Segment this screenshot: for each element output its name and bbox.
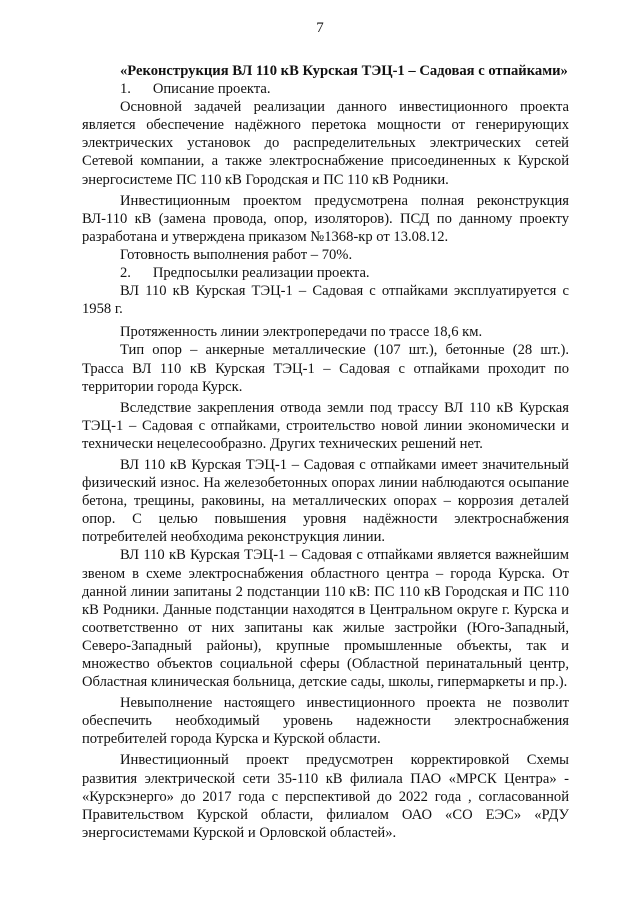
paragraph-line-importance: ВЛ 110 кВ Курская ТЭЦ-1 – Садовая с отпайками является важнейшим звеном в схеме электроснабжения областного центра – города Курска. От данной линии запитаны 2 подстанции 110 кВ: ПС 110 кВ Городская и ПС 110 кВ Родники. Данные подстанции находятся в Центральном округе г. Курска и соответственно от них запитаны как жилые застройки (Юго-Западный, Северо-Западный районы), крупные промышленные объекты, так и множество объектов социальной сферы (Областной перинатальный центр, Областная клиническая больница, детские сады, школы, гипермаркеты и пр.). bbox=[82, 547, 569, 691]
paragraph-non-implementation: Невыполнение настоящего инвестиционного проекта не позволит обеспечить необходимый уровень надежности электроснабжения потребителей города Курска и Курской области. bbox=[82, 695, 569, 748]
paragraph-line-length: Протяженность линии электропередачи по трассе 18,6 км. bbox=[120, 324, 483, 341]
paragraph-physical-wear: ВЛ 110 кВ Курская ТЭЦ-1 – Садовая с отпайками имеет значительный физический износ. На железобетонных опорах линии наблюдаются осыпание бетона, трещины, раковины, на металлических опорах – коррозия деталей опор. С целью повышения уровня надёжности электроснабжения потребителей необходима реконструкция линии. bbox=[82, 456, 569, 546]
paragraph-development-scheme: Инвестиционный проект предусмотрен корректировкой Схемы развития электрической сети 35-110 кВ филиала ПАО «МРСК Центра» - «Курскэнерго» до 2017 года с перспективой до 2022 года , согласованной Правительством Курской области, филиалом ОАО «СО ЕЭС» «РДУ энергосистемами Курской и Орловской областей». bbox=[82, 752, 569, 841]
document-body bbox=[82, 62, 569, 842]
section-heading-prerequisites: 2. Предпосылки реализации проекта. bbox=[120, 265, 370, 282]
section-heading-description: 1. Описание проекта. bbox=[120, 81, 271, 98]
project-title: «Реконструкция ВЛ 110 кВ Курская ТЭЦ-1 – Садовая с отпайками» bbox=[120, 63, 568, 79]
paragraph-readiness: Готовность выполнения работ – 70%. bbox=[120, 246, 353, 263]
paragraph-land-allocation: Вследствие закрепления отвода земли под трассу ВЛ 110 кВ Курская ТЭЦ-1 – Садовая с отпайками, строительство новой линии экономически и технически нецелесообразно. Других технических решений нет. bbox=[82, 399, 569, 452]
page-number: 7 bbox=[316, 20, 324, 36]
paragraph-main-objective: Основной задачей реализации данного инвестиционного проекта является обеспечение надёжного перетока мощности от генерирующих электрических установок до распределительных электрических сетей Сетевой компании, а также электроснабжение присоединенных к Курской энергосистеме ПС 110 кВ Городская и ПС 110 кВ Родники. bbox=[82, 99, 569, 188]
paragraph-support-types: Тип опор – анкерные металлические (107 шт.), бетонные (28 шт.). Трасса ВЛ 110 кВ Курская ТЭЦ-1 – Садовая с отпайками проходит по территории города Курск. bbox=[82, 342, 569, 395]
paragraph-operation-since: ВЛ 110 кВ Курская ТЭЦ-1 – Садовая с отпайками эксплуатируется с 1958 г. bbox=[82, 283, 569, 318]
paragraph-reconstruction-scope: Инвестиционным проектом предусмотрена полная реконструкция ВЛ-110 кВ (замена провода, опор, изоляторов). ПСД по данному проекту разработана и утверждена приказом №1368-кр от 13.08.12. bbox=[82, 192, 569, 245]
